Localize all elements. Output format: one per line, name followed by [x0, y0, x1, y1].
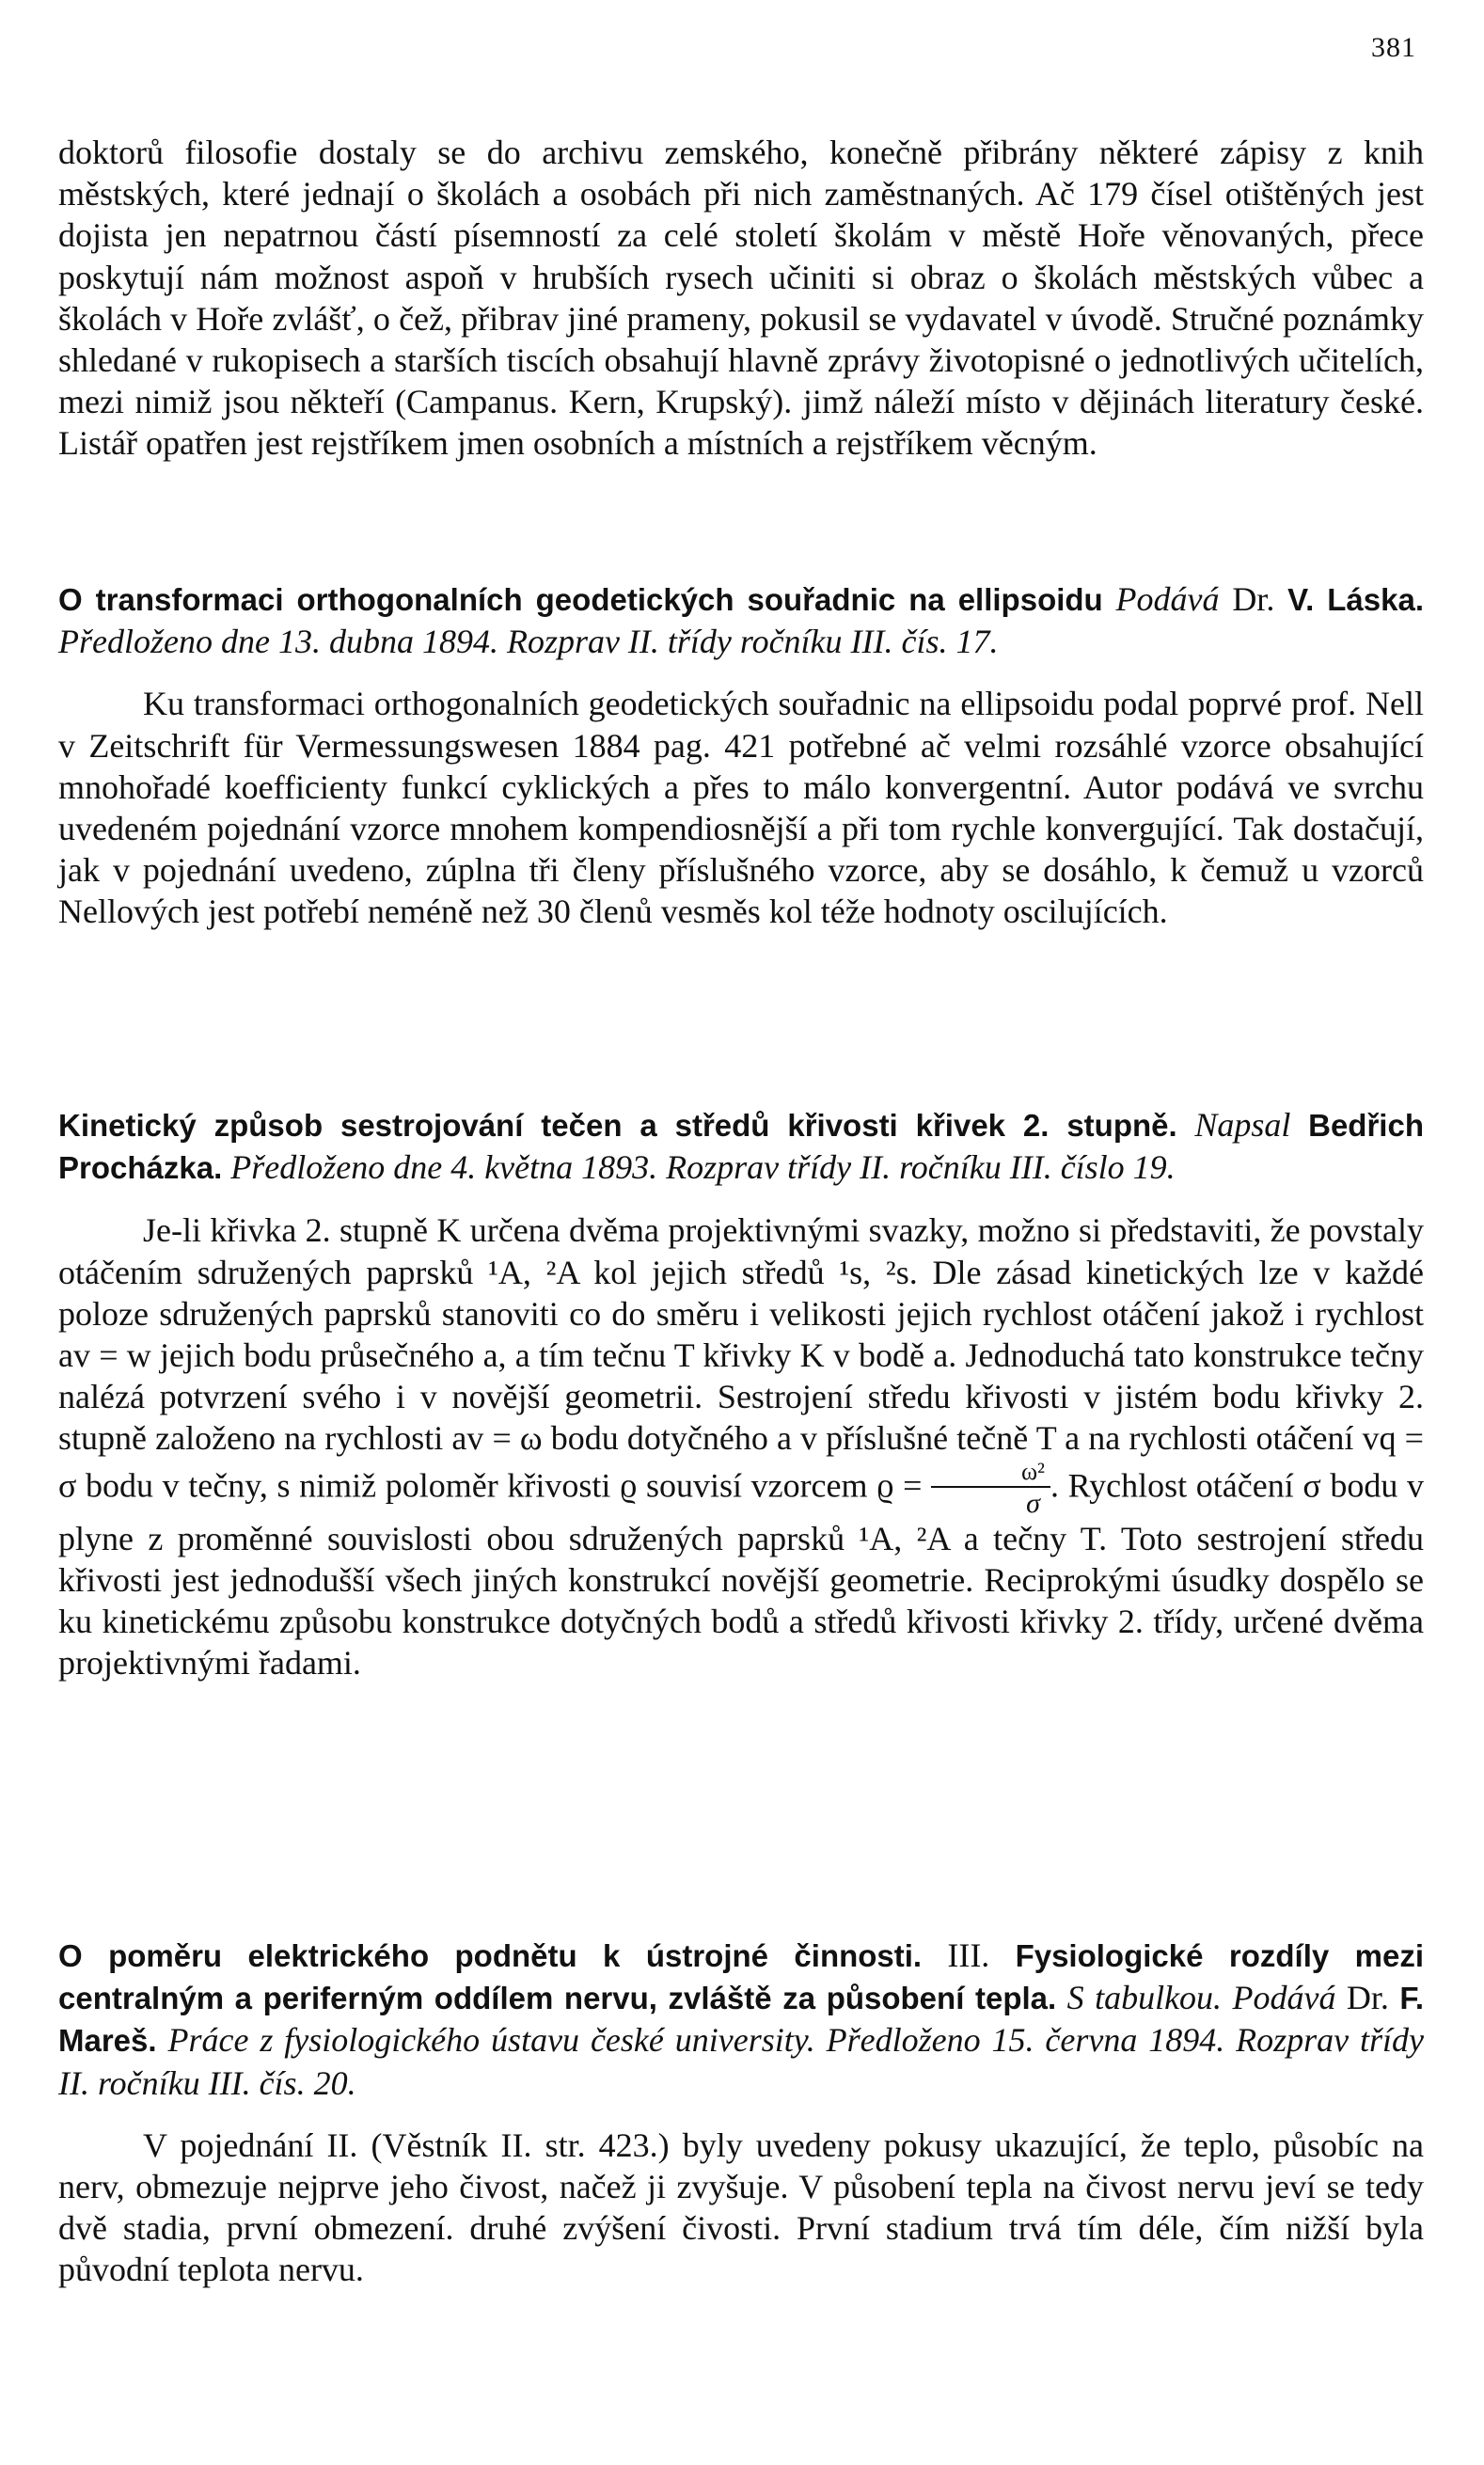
section-2-body: [58, 1209, 1424, 1683]
section-2-title: Kinetický způsob sestrojování tečen a středů křivosti křivek 2. stupně.: [58, 1108, 1177, 1143]
section-1-byline-dr: Dr.: [1232, 580, 1275, 618]
section-1-author: V. Láska.: [1287, 582, 1424, 617]
intro-paragraph: doktorů filosofie dostaly se do archivu zemského, konečně přibrány některé zápisy z knih městských, které jednají o školách a osobách při nich zaměstnaných. Ač 179 čísel otištěných jest dojista jen nepatrnou částí písemností za celé století školám v městě Hoře věnovaných, přece poskytují nám možnost aspoň v hrubších rysech učiniti si obraz o školách městských vůbec a školách v Hoře zvlášť, o čež, přibrav jiné prameny, pokusil se vydavatel v úvodě. Stručné poznámky shledané v rukopisech a starších tiscích obsahují hlavně zprávy životopisné o jednotlivých učitelích, mezi nimiž jsou někteří (Campanus. Kern, Krupský). jimž náleží místo v dějinách literatury české. Listář opatřen jest rejstříkem jmen osobních a místních a rejstříkem věcným.: [58, 134, 1424, 463]
section-3-title-part1: O poměru elektrického podnětu k ústrojné činnosti.: [58, 1938, 923, 1973]
fraction-denominator: σ: [1026, 1487, 1040, 1519]
curvature-fraction: [931, 1457, 1050, 1519]
section-3-title-part2: Fysiologické rozdíly mezi centralným a periferným oddílem nervu, zvláště za působení tepla.: [58, 1938, 1424, 2016]
section-1-byline-rest: Předloženo dne 13. dubna 1894. Rozprav II. třídy ročníku III. čís. 17.: [58, 623, 999, 661]
section-1-title: O transformaci orthogonalních geodetických souřadnic na ellipsoidu: [58, 582, 1103, 617]
section-pomer: [58, 1935, 1424, 2291]
intro-block: [58, 132, 1424, 465]
section-3-byline-prefix: S tabulkou. Podává: [1066, 1979, 1336, 2017]
section-2-author: Bedřich Procházka.: [58, 1108, 1424, 1186]
section-3-title-roman: III.: [947, 1936, 990, 1974]
section-1-byline-prefix: Podává: [1115, 580, 1220, 618]
section-2-body-part1: Je-li křivka 2. stupně K určena dvěma projektivnými svazky, možno si představiti, že povstaly otáčením sdružených paprsků ¹A, ²A kol jejich středů ¹s, ²s. Dle zásad kinetických lze v každé poloze sdružených paprsků stanoviti co do směru i velikosti jejich rychlost otáčení jakož i rychlost av = w jejich bodu průsečného a, a tím tečnu T křivky K v bodě a. Jednoduchá tato konstrukce tečny nalézá potvrzení svého i v novější geometrii. Sestrojení středu křivosti v jistém bodu křivky 2. stupně založeno na rychlosti av = ω bodu dotyčného a v příslušné tečně T a na rychlosti otáčení vq = σ bodu v tečny, s nimiž poloměr křivosti ϱ souvisí vzorcem ϱ =: [58, 1211, 1424, 1504]
fraction-numerator: ω²: [931, 1460, 1050, 1488]
section-2-byline-prefix: Napsal: [1194, 1106, 1291, 1144]
section-3-byline-dr: Dr.: [1346, 1979, 1389, 2017]
section-2-heading: [58, 1104, 1424, 1189]
section-3-body: V pojednání II. (Věstník II. str. 423.) byly uvedeny pokusy ukazující, že teplo, působíc na nerv, obmezuje nejprve jeho čivost, načež ji zvyšuje. V působení tepla na čivost nervu jeví se tedy dvě stadia, první obmezení. druhé zvýšení čivosti. První stadium trvá tím déle, čím nižší byla původní teplota nervu.: [58, 2125, 1424, 2289]
section-3-byline-rest: Práce z fysiologického ústavu české university. Předloženo 15. června 1894. Rozprav třídy II. ročníku III. čís. 20.: [58, 2021, 1425, 2102]
page-number: 381: [1371, 32, 1416, 63]
section-2-body-part2: . Rychlost otáčení σ bodu v plyne z proměnné souvislosti obou sdružených paprsků ¹A, ²A a tečny T. Toto sestrojení středu křivosti jest jednodušší všech jiných konstrukcí novější geometrie. Reciprokými úsudky dospělo se ku kinetickému způsobu konstrukce dotyčných bodů a středů křivosti křivky 2. třídy, určené dvěma projektivnými řadami.: [58, 1465, 1425, 1683]
section-1-heading: [58, 578, 1424, 662]
section-3-author: F. Mareš.: [58, 1981, 1425, 2059]
section-1-body: Ku transformaci orthogonalních geodetických souřadnic na ellipsoidu podal poprvé prof. Nell v Zeitschrift für Vermessungswesen 1884 pag. 421 potřebné ač velmi rozsáhlé vzorce obsahující mnohořadé koefficienty funkcí cyklických a přes to málo konvergentní. Autor podává ve svrchu uvedeném pojednání vzorce mnohem kompendiosnější a při tom rychle konvergující. Tak dostačují, jak v pojednání uvedeno, zúplna tři členy příslušného vzorce, aby se dosáhlo, k čemuž u vzorců Nellových jest potřebí neméně než 30 členů vesměs kol téže hodnoty oscilujících.: [58, 685, 1424, 931]
section-3-heading: [58, 1935, 1424, 2104]
section-kineticky: [58, 1104, 1424, 1683]
section-transformace: [58, 578, 1424, 933]
section-2-byline-rest: Předloženo dne 4. května 1893. Rozprav třídy II. ročníku III. číslo 19.: [230, 1148, 1176, 1187]
